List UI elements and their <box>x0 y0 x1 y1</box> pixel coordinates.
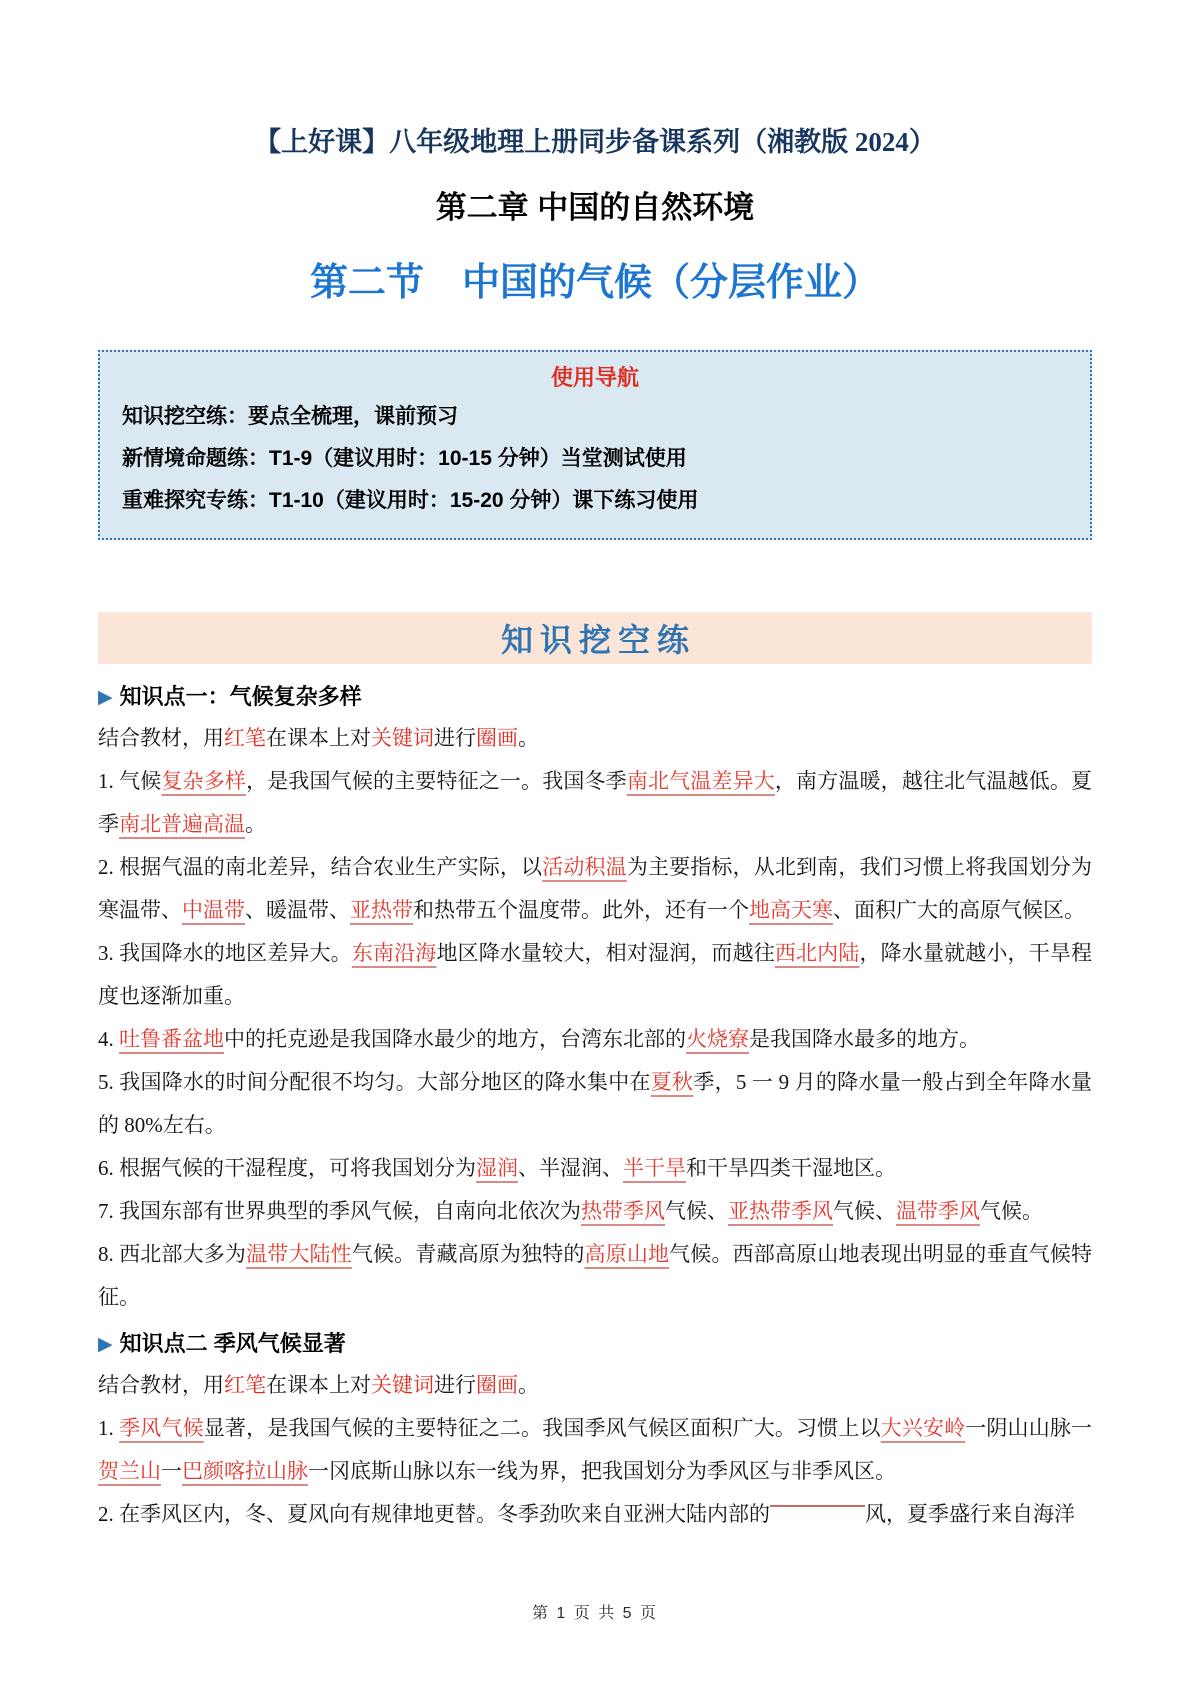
section-title: 第二节 中国的气候（分层作业） <box>309 262 880 304</box>
nav-box-title: 使用导航 <box>550 365 639 390</box>
triangle-marker-icon: ▶ <box>98 1333 113 1355</box>
knowledge-drill-banner <box>98 612 1092 664</box>
triangle-marker-icon: ▶ <box>98 686 113 708</box>
kp2-item-2: 2. 在季风区内，冬、夏风向有规律地更替。冬季劲吹来自亚洲大陆内部的 风，夏季盛行来自海洋 <box>98 1493 1092 1536</box>
page-number: 第 1 页 共 5 页 <box>531 1605 659 1622</box>
usage-navigation-box <box>98 350 1092 540</box>
nav-line-knowledge-drill: 知识挖空练：要点全梳理，课前预习 <box>122 405 458 428</box>
kp1-item-7: 7. 我国东部有世界典型的季风气候，自南向北依次为热带季风气候、亚热带季风气候、温带季风气候。 <box>98 1199 1043 1223</box>
kp1-item-4: 4. 吐鲁番盆地中的托克逊是我国降水最少的地方，台湾东北部的火烧寮是我国降水最多的地方。 <box>98 1027 980 1051</box>
series-title: 【上好课】八年级地理上册同步备课系列（湘教版 2024） <box>254 127 936 157</box>
knowledge-point-1-heading <box>98 677 1092 717</box>
kp2-item-1: 1. 季风气候显著，是我国气候的主要特征之二。我国季风气候区面积广大。习惯上以大兴安岭一阴山山脉一贺兰山一巴颜喀拉山脉一冈底斯山脉以东一线为界，把我国划分为季风区与非季风区。 <box>98 1416 1093 1483</box>
kp1-item-2: 2. 根据气温的南北差异，结合农业生产实际，以活动积温为主要指标，从北到南，我们习惯上将我国划分为寒温带、中温带、暖温带、亚热带和热带五个温度带。此外，还有一个地高天寒、面积广大的高原气候区。 <box>98 855 1093 922</box>
knowledge-point-1-title: 知识点一：气候复杂多样 <box>119 684 362 709</box>
kp1-item-1: 1. 气候复杂多样，是我国气候的主要特征之一。我国冬季南北气温差异大，南方温暖，越往北气温越低。夏季南北普遍高温。 <box>98 769 1093 836</box>
nav-line-new-context-drill: 新情境命题练：T1-9（建议用时：10-15 分钟）当堂测试使用 <box>122 447 687 470</box>
kp1-intro: 结合教材，用红笔在课本上对关键词进行圈画。 <box>98 726 539 750</box>
banner-label: 知识挖空练 <box>500 622 696 658</box>
kp1-item-5: 5. 我国降水的时间分配很不均匀。大部分地区的降水集中在夏秋季，5 一 9 月的降水量一般占到全年降水量的 80%左右。 <box>98 1070 1093 1137</box>
chapter-title: 第二章 中国的自然环境 <box>435 190 755 225</box>
knowledge-point-2-heading <box>98 1324 1092 1364</box>
kp1-item-8: 8. 西北部大多为温带大陆性气候。青藏高原为独特的高原山地气候。西部高原山地表现出明显的垂直气候特征。 <box>98 1242 1093 1309</box>
kp2-intro: 结合教材，用红笔在课本上对关键词进行圈画。 <box>98 1373 539 1397</box>
nav-line-hard-point-drill: 重难探究专练：T1-10（建议用时：15-20 分钟）课下练习使用 <box>122 489 699 512</box>
knowledge-point-2-title: 知识点二 季风气候显著 <box>119 1331 346 1356</box>
kp1-item-6: 6. 根据气候的干湿程度，可将我国划分为湿润、半湿润、半干旱和干旱四类干湿地区。 <box>98 1156 896 1180</box>
kp1-item-3: 3. 我国降水的地区差异大。东南沿海地区降水量较大，相对湿润，而越往西北内陆，降水量就越小，干旱程度也逐渐加重。 <box>98 941 1093 1008</box>
